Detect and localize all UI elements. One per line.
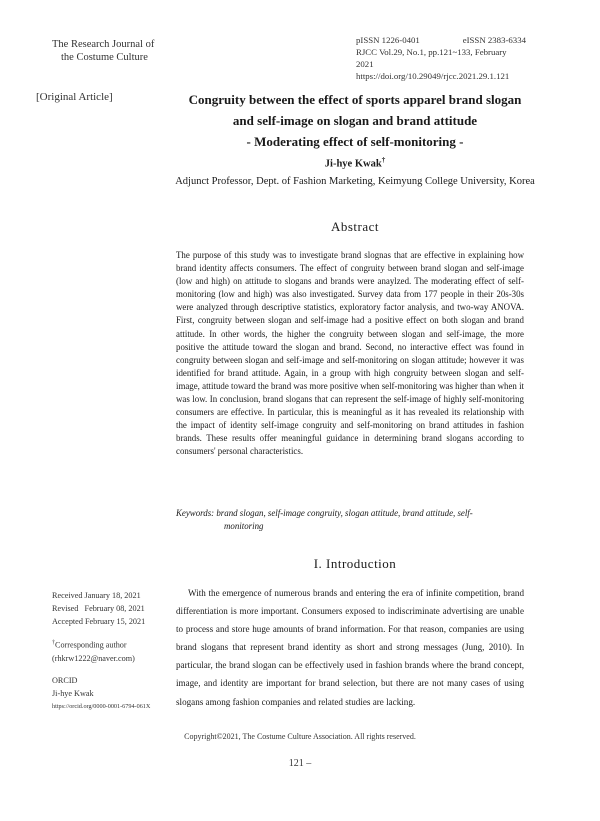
article-dates [52, 589, 172, 628]
corr-email[interactable]: (rhkrw1222@naver.com) [52, 653, 135, 663]
author-affiliation: Adjunct Professor, Dept. of Fashion Marketing, Keimyung College University, Korea [175, 176, 535, 187]
author-name [170, 156, 540, 170]
copyright-notice: Copyright©2021, The Costume Culture Association. All rights reserved. [184, 732, 416, 741]
keywords-line2: monitoring [224, 521, 264, 531]
orcid-block [52, 674, 172, 713]
introduction-text: With the emergence of numerous brands and entering the era of infinite competition, brand differentiation is more important. Consumers exposed to indiscriminate advertising are unable to process and store huge amounts of brand information. For that reason, companies are using brand slogans that represent brand identity as short and strong messages (Jung, 2010). In particular, the brand slogan can be effectively used in fashion brands where the brand concept, image, and identity are important for brand selection, but there are not many cases of using slogans among fashion companies and related studies are lacking. [176, 588, 524, 707]
author-name-text: Ji-hye Kwak [324, 158, 382, 170]
journal-name [52, 38, 154, 64]
section-heading: I. Introduction [313, 556, 397, 571]
citation: RJCC Vol.29, No.1, pp.121~133, February 2021 [356, 47, 507, 69]
corresponding-author [52, 637, 172, 665]
eissn: eISSN 2383-6334 [462, 35, 526, 45]
revised-date: Revised February 08, 2021 [52, 604, 145, 613]
received-date: Received January 18, 2021 [52, 591, 141, 600]
corr-label: Corresponding author [55, 640, 127, 650]
title-line-3: - Moderating effect of self-monitoring - [246, 134, 464, 149]
journal-name-line2: the Costume Culture [61, 52, 148, 63]
orcid-name: Ji-hye Kwak [52, 688, 94, 698]
keywords [176, 507, 524, 533]
corr-mark: † [52, 640, 55, 646]
corresponding-mark: † [381, 156, 386, 164]
title-line-1: Congruity between the effect of sports apparel brand slogan [188, 92, 522, 107]
abstract-heading: Abstract [330, 219, 380, 234]
keywords-label: Keywords: [176, 508, 215, 518]
article-title [170, 89, 540, 152]
article-type-label: [Original Article] [36, 91, 113, 103]
abstract-text: The purpose of this study was to investigate brand slognas that are effective in explaining how brand identity affects consumers. The effect of congruity between brand slogan and self-image (low and high) on attitude to slogans and brands were anaylzed. The moderating effect of self-monitoring (low and high) was also investigated. Survey data from 177 people in their 20s-30s were analyzed through descriptive statistics, exploratory factor analysis, and two-way ANOVA. First, congruity between slogan and self-image had a positive effect on both slogan and brand attitude. In other words, the higher the congruity between slogan and self-image, the more positive the attitude toward the slogan and brand. Second, no interactive effect was found in congruity between slogan and self-image and self-monitoring on slogan attitude; however it was identified for brand attitude. Again, in a group with high congruity between slogan and self-image, attitude toward the brand was more positive when self-monitoring was higher than when it was low. In conclusion, brand slogans that can represent the self-image of highly self-monitoring consumers are effective. In particular, this is meaningful as it has revealed its relationship with the impact of identity self-image congruity and self-monitoring on brand attitudes in fashion brands. These results offer meaningful guidance in determining brand slogans according to consumers' personal characteristics. [176, 250, 524, 457]
doi-link[interactable]: https://doi.org/10.29049/rjcc.2021.29.1.121 [356, 71, 510, 81]
page-number: 121 – [288, 758, 312, 769]
journal-name-line1: The Research Journal of [52, 39, 155, 50]
issn-block [356, 34, 526, 82]
title-line-2: and self-image on slogan and brand attitude [232, 113, 478, 128]
keywords-line1: brand slogan, self-image congruity, slogan attitude, brand attitude, self- [216, 508, 473, 518]
article-sidebar [52, 589, 172, 713]
orcid-link[interactable]: https://orcid.org/0000-0001-6794-061X [52, 702, 151, 710]
orcid-label: ORCID [52, 675, 78, 685]
pissn: pISSN 1226-0401 [356, 35, 420, 45]
accepted-date: Accepted February 15, 2021 [52, 617, 146, 626]
